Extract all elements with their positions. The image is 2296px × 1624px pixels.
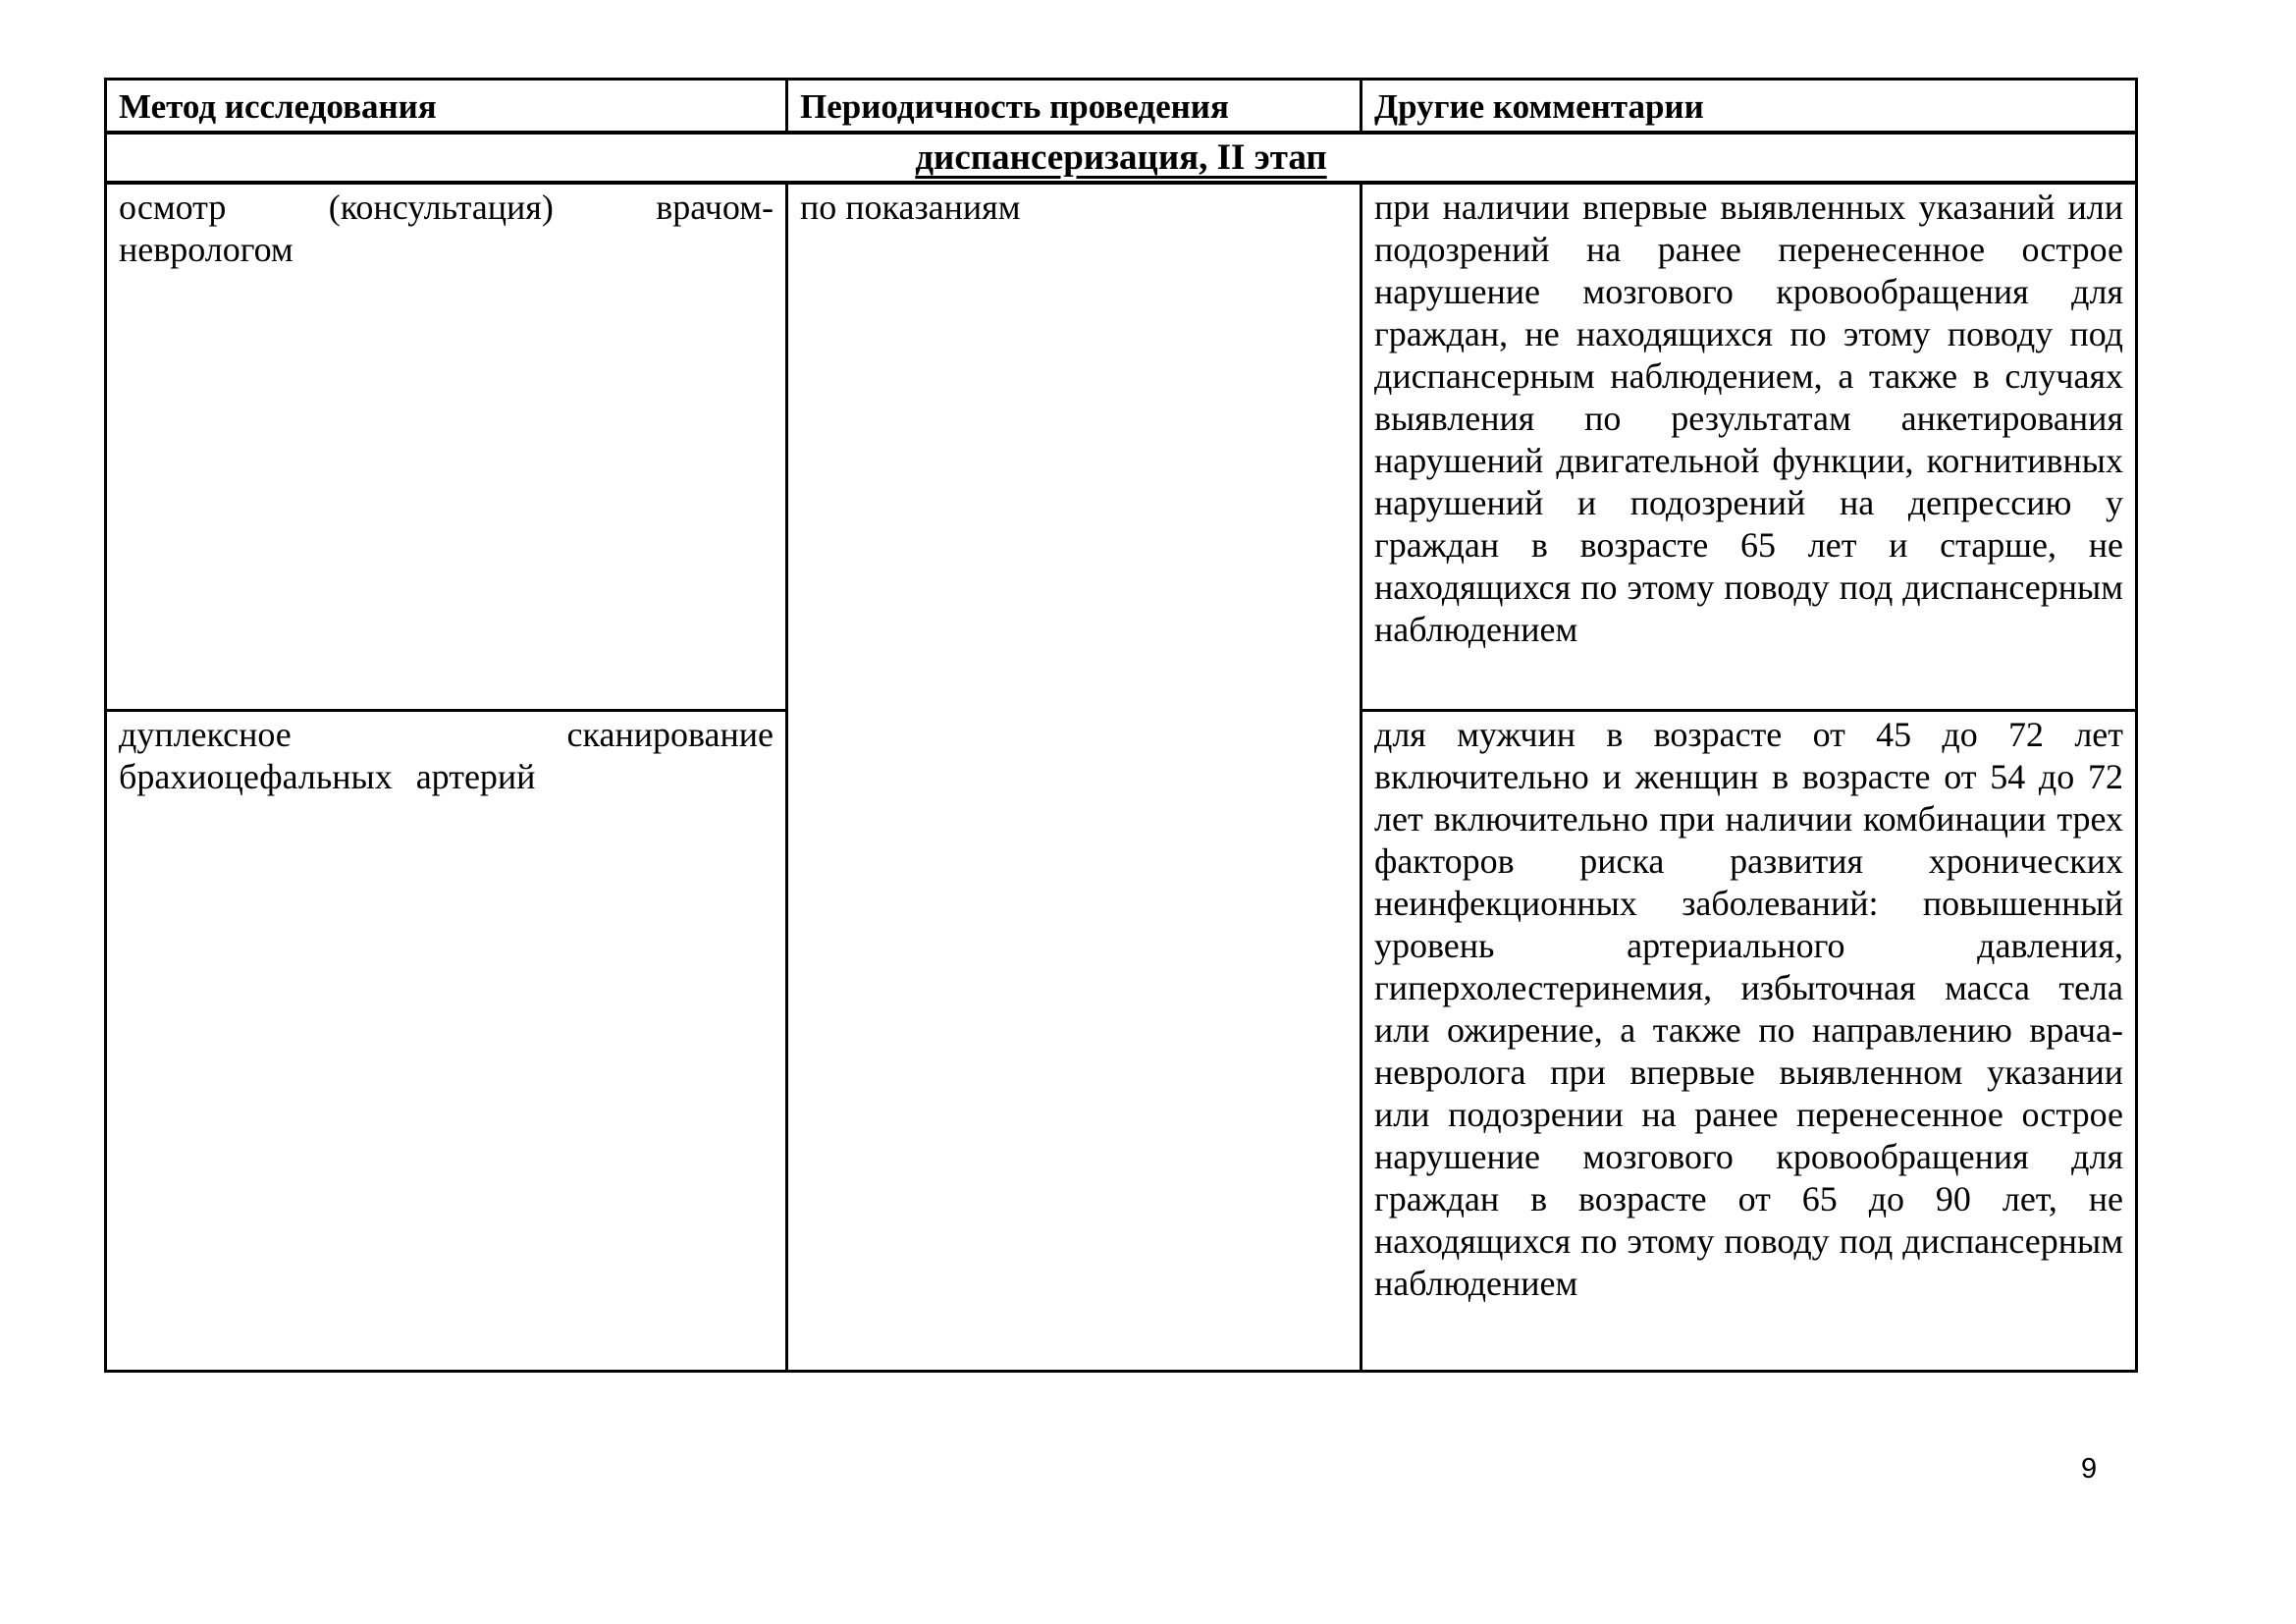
cell-method-neurologist: осмотр (консультация) врачом-неврологом	[106, 183, 787, 710]
cell-method-duplex-scan: дуплексное сканирование брахиоцефальных артерий	[106, 710, 787, 1371]
cell-comments-duplex-scan: для мужчин в возрасте от 45 до 72 лет включительно и женщин в возрасте от 54 до 72 лет включительно при наличии комбинации трех факторов риска развития хронических неинфекционных заболеваний: повышенный уровень артериального давления, гиперхолестеринемия, избыточная масса тела или ожирение, а также по направлению врача-невролога при впервые выявленном указании или подозрении на ранее перенесенное острое нарушение мозгового кровообращения для граждан в возрасте от 65 до 90 лет, не находящихся по этому поводу под диспансерным наблюдением	[1362, 710, 2137, 1371]
page-number: 9	[2081, 1453, 2098, 1485]
table-header-row	[106, 80, 2137, 134]
cell-comments-neurologist: при наличии впервые выявленных указаний или подозрений на ранее перенесенное острое нарушение мозгового кровообращения для граждан, не находящихся по этому поводу под диспансерным наблюдением, а также в случаях выявления по результатам анкетирования нарушений двигательной функции, когнитивных нарушений и подозрений на депрессию у граждан в возрасте 65 лет и старше, не находящихся по этому поводу под диспансерным наблюдением	[1362, 183, 2137, 710]
column-header-frequency: Периодичность проведения	[787, 80, 1362, 134]
table-row	[106, 183, 2137, 710]
column-header-comments: Другие комментарии	[1362, 80, 2137, 134]
cell-frequency: по показаниям	[787, 183, 1362, 1371]
column-header-method: Метод исследования	[106, 80, 787, 134]
screening-table	[104, 78, 2138, 1373]
section-title-row	[106, 133, 2137, 183]
section-title: диспансеризация, II этап	[915, 137, 1327, 178]
section-title-cell	[106, 133, 2137, 183]
